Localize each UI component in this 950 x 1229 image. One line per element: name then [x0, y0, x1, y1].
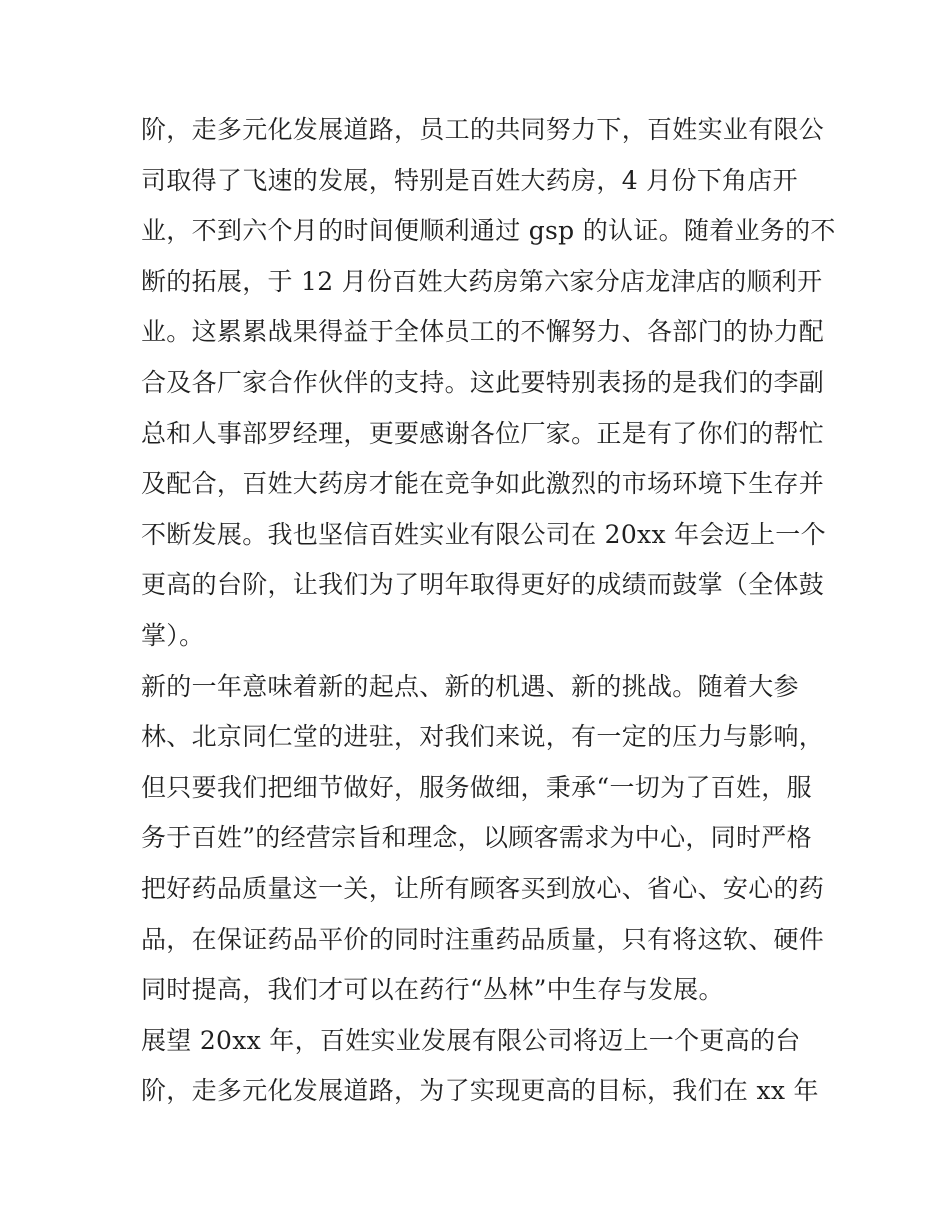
- text-line: 展望 20xx 年，百姓实业发展有限公司将迈上一个更高的台: [141, 1025, 801, 1055]
- text-line: 司取得了飞速的发展，特别是百姓大药房，4 月份下角店开: [141, 165, 798, 195]
- text-line: 阶，走多元化发展道路，为了实现更高的目标，我们在 xx 年: [141, 1076, 819, 1106]
- text-line: 同时提高，我们才可以在药行“丛林”中生存与发展。: [141, 975, 724, 1005]
- text-line: 把好药品质量这一关，让所有顾客买到放心、省心、安心的药: [141, 873, 825, 903]
- text-line: 不断发展。我也坚信百姓实业有限公司在 20xx 年会迈上一个: [141, 519, 826, 549]
- text-line: 更高的台阶，让我们为了明年取得更好的成绩而鼓掌（全体鼓: [141, 570, 825, 600]
- text-line: 合及各厂家合作伙伴的支持。这此要特别表扬的是我们的李副: [141, 367, 825, 397]
- body-text: [141, 105, 836, 1117]
- text-line: 掌）。: [141, 620, 205, 650]
- text-line: 务于百姓”的经营宗旨和理念，以顾客需求为中心，同时严格: [141, 823, 812, 853]
- text-line: 及配合，百姓大药房才能在竞争如此激烈的市场环境下生存并: [141, 469, 825, 499]
- text-line: 品，在保证药品平价的同时注重药品质量，只有将这软、硬件: [141, 924, 825, 954]
- text-line: 总和人事部罗经理，更要感谢各位厂家。正是有了你们的帮忙: [141, 418, 825, 448]
- text-line: 林、北京同仁堂的进驻，对我们来说，有一定的压力与影响，: [141, 722, 825, 752]
- text-line: 阶，走多元化发展道路，员工的共同努力下，百姓实业有限公: [141, 115, 825, 144]
- text-line: 业，不到六个月的时间便顺利通过 gsp 的认证。随着业务的不: [141, 216, 836, 246]
- text-line: 但只要我们把细节做好，服务做细，秉承“一切为了百姓，服: [141, 772, 812, 802]
- text-line: 新的一年意味着新的起点、新的机遇、新的挑战。随着大参: [141, 671, 799, 701]
- text-line: 断的拓展，于 12 月份百姓大药房第六家分店龙津店的顺利开: [141, 266, 823, 296]
- text-line: 业。这累累战果得益于全体员工的不懈努力、各部门的协力配: [141, 317, 825, 347]
